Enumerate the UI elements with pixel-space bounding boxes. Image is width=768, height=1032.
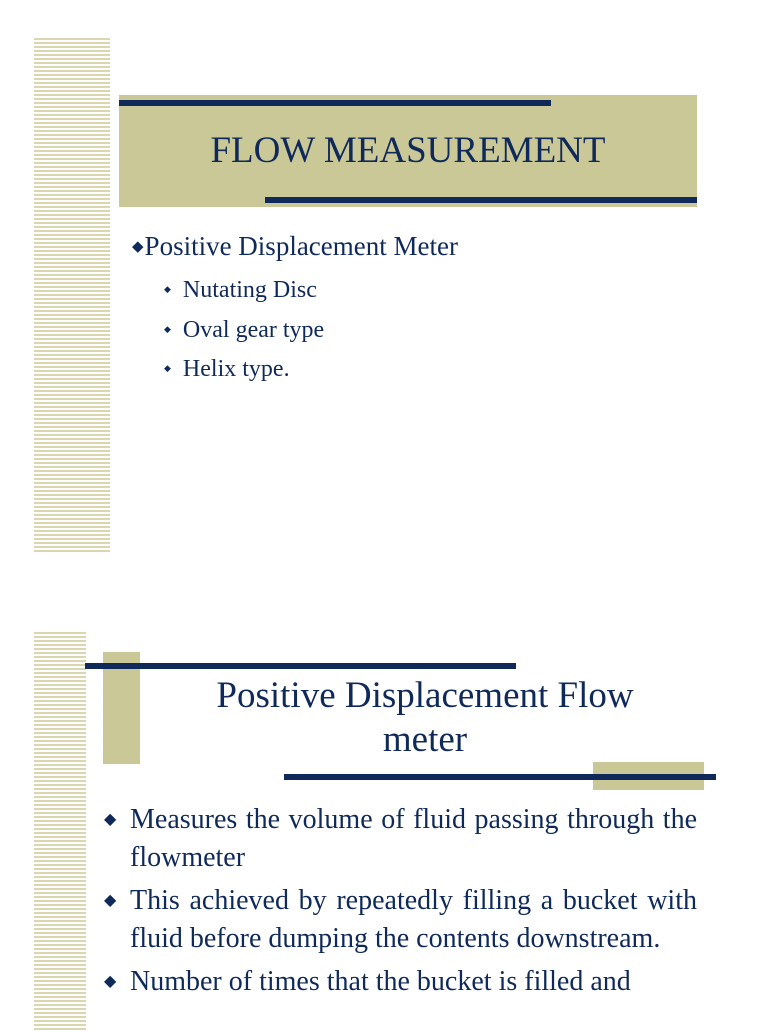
diamond-bullet-icon: ◆ [104,892,117,909]
diamond-bullet-icon: ◆ [164,284,171,294]
bullet-item [104,963,697,1001]
sub-bullet-list [164,270,324,389]
sub-bullet-text: Oval gear type [182,316,325,343]
sub-bullet-item [164,270,324,310]
bullet-text: This achieved by repeatedly filling a bucket with fluid before dumping the contents downstream. [130,885,697,954]
diamond-bullet-icon: ◆ [132,239,144,255]
bullet-item [104,801,697,876]
diamond-bullet-icon: ◆ [104,811,117,828]
decorative-stripes [34,632,86,1032]
slide-title-line: meter [382,719,468,760]
sub-bullet-text: Helix type. [182,356,290,382]
sub-bullet-item [164,349,324,389]
slide-title-line: Positive Displacement Flow [216,675,634,716]
diamond-bullet-icon: ◆ [164,323,171,334]
bullet-item [104,882,697,957]
bullet-list [104,801,697,1007]
sub-bullet-item [164,310,324,350]
sub-bullet-text: Nutating Disc [182,277,317,303]
title-bar-top [119,100,551,106]
slide-title: FLOW MEASUREMENT [210,130,606,171]
bullet-text: Positive Displacement Meter [144,231,458,261]
slide-positive-displacement [0,580,768,1024]
diamond-bullet-icon: ◆ [104,973,117,990]
title-bar-bottom [284,774,716,780]
slide-title [160,674,690,762]
diamond-bullet-icon: ◆ [164,363,171,373]
bullet-item [132,228,458,265]
bullet-text: Number of times that the bucket is filled and [130,966,631,997]
decorative-stripes [34,38,110,554]
title-bar-bottom [265,197,697,203]
bullet-text: Measures the volume of fluid passing through the flowmeter [130,804,697,873]
title-bar-top [85,663,516,669]
